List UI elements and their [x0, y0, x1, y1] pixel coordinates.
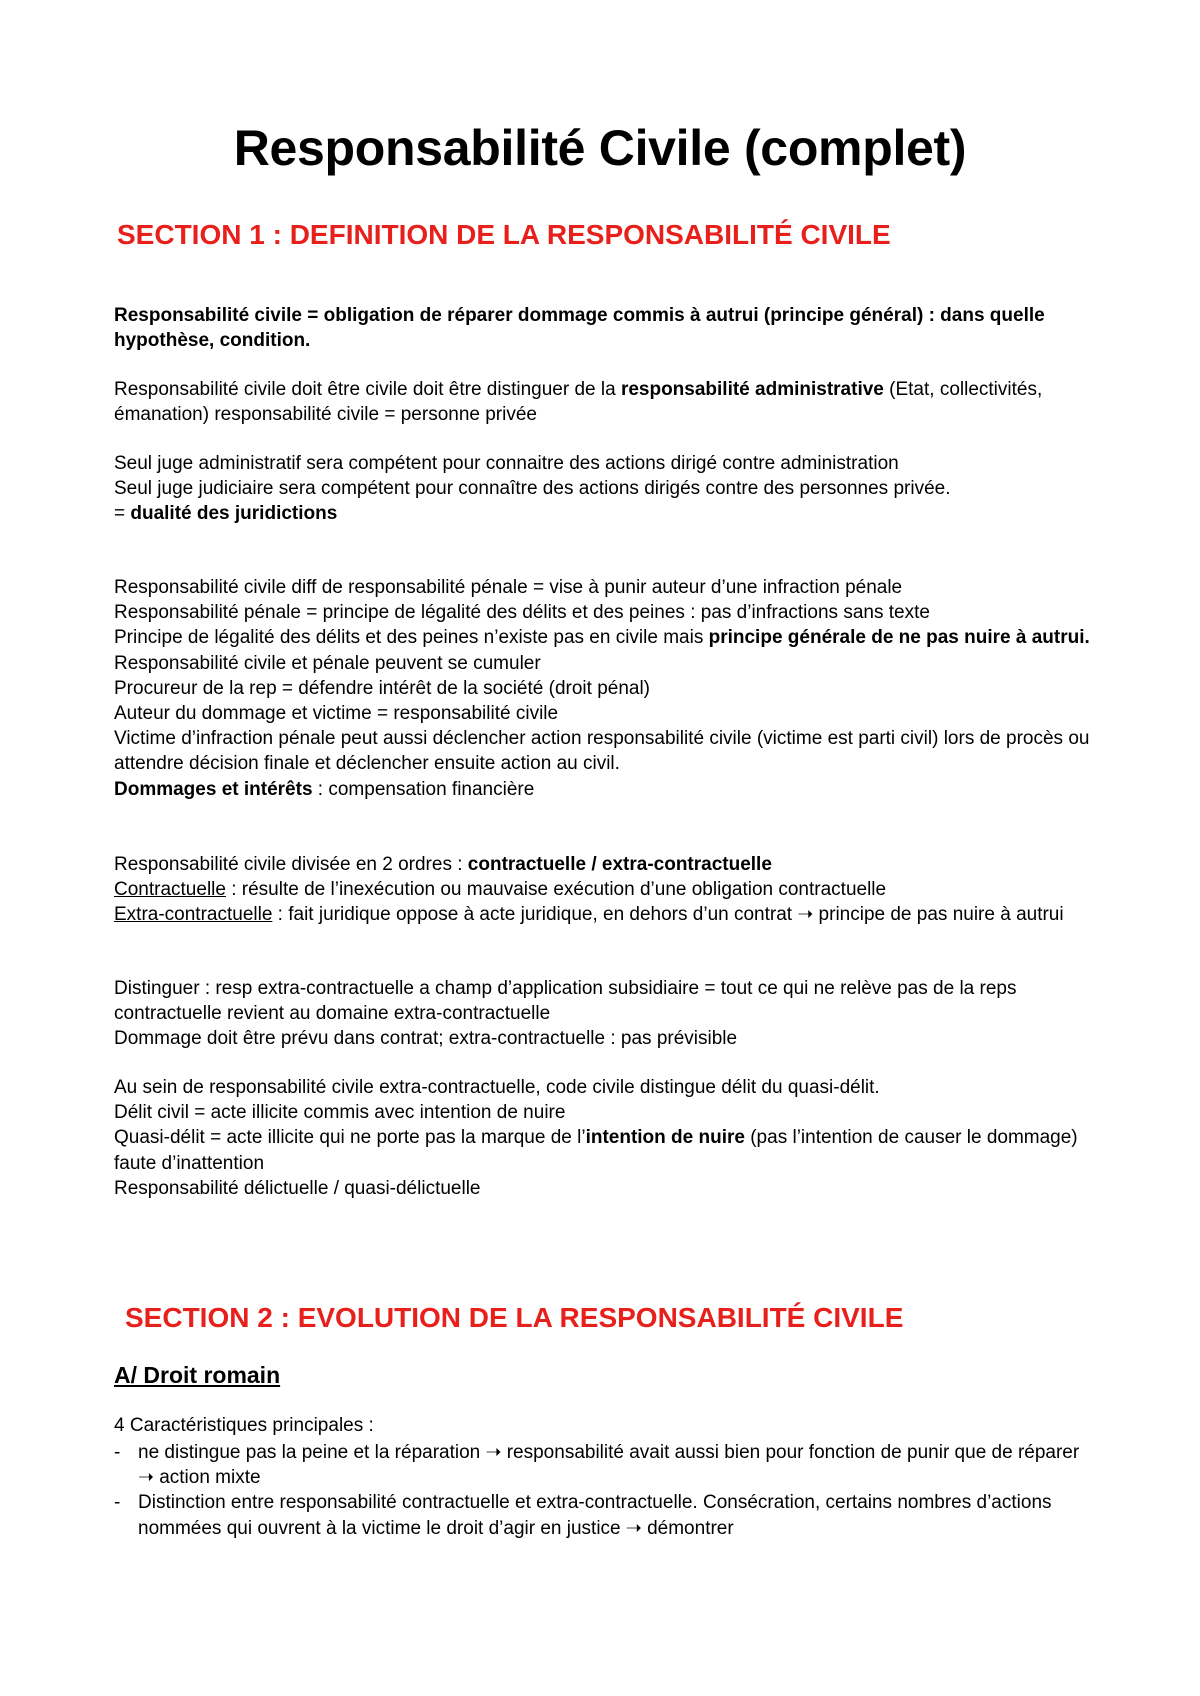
text-line: Au sein de responsabilité civile extra-contractuelle, code civile distingue délit du quasi-délit. [114, 1077, 880, 1098]
text-line [114, 501, 1094, 526]
text-run: = [114, 503, 131, 525]
section-1-paragraph-penale [114, 575, 1094, 802]
text-line: Responsabilité pénale = principe de légalité des délits et des peines : pas d’infractions sans texte [114, 602, 930, 624]
text-line: Dommage doit être prévu dans contrat; extra-contractuelle : pas prévisible [114, 1028, 738, 1050]
text-line [114, 777, 1094, 802]
section-1-paragraph-quasi-delit [114, 1075, 1094, 1201]
list-item [114, 1490, 1094, 1540]
text-line: Seul juge judiciaire sera compétent pour connaître des actions dirigés contre des personnes privée. [114, 478, 951, 500]
subsection-droit-romain: A/ Droit romain [114, 1362, 281, 1388]
section-2-heading: SECTION 2 : EVOLUTION DE LA RESPONSABILITÉ CIVILE [125, 1302, 904, 1333]
text-run: Principe de légalité des délits et des peines n’existe pas en civile mais [114, 627, 709, 649]
text-line: Procureur de la rep = défendre intérêt de la société (droit pénal) [114, 677, 651, 699]
bold-term: dualité des juridictions [130, 503, 338, 525]
text-line: Seul juge administratif sera compétent pour connaitre des actions dirigé contre administration [114, 453, 899, 474]
dash-bullet: - [114, 1442, 121, 1463]
section-2-intro: 4 Caractéristiques principales : [114, 1415, 374, 1436]
underlined-term: Extra-contractuelle [114, 904, 273, 926]
text-run: : fait juridique oppose à acte juridique, en dehors d’un contrat ➝ principe de pas nuire à autrui [272, 904, 1064, 926]
bold-term: contractuelle / extra-contractuelle [467, 854, 772, 875]
text-line [114, 1125, 1094, 1175]
text-line: Victime d’infraction pénale peut aussi déclencher action responsabilité civile (victime est parti civil) lors de procès ou attendre décision finale et déclencher ensuite action au civil. [114, 728, 1090, 775]
text-line [114, 625, 1094, 650]
text-run: : résulte de l’inexécution ou mauvaise exécution d’une obligation contractuelle [225, 879, 887, 901]
text-line: Responsabilité délictuelle / quasi-délictuelle [114, 1177, 481, 1199]
text-run: (Etat, collectivités, émanation) responsabilité civile = personne privée [114, 379, 1043, 426]
text-line [114, 852, 1094, 877]
list-item-text: ne distingue pas la peine et la réparation ➝ responsabilité avait aussi bien pour fonction de punir que de réparer ➝ action mixte [138, 1442, 1080, 1489]
text-line: Délit civil = acte illicite commis avec intention de nuire [114, 1102, 566, 1124]
text-line: Responsabilité civile diff de responsabilité pénale = vise à punir auteur d’une infraction pénale [114, 577, 903, 598]
section-1-paragraph-ordres [114, 852, 1094, 928]
text-line: Responsabilité civile et pénale peuvent se cumuler [114, 652, 541, 674]
text-run: Responsabilité civile divisée en 2 ordres : [114, 854, 468, 875]
text-line: Distinguer : resp extra-contractuelle a champ d’application subsidiaire = tout ce qui ne relève pas de la reps contractuelle revient au domaine extra-contractuelle [114, 978, 1017, 1025]
dash-bullet: - [114, 1492, 121, 1514]
text-line: Auteur du dommage et victime = responsabilité civile [114, 703, 559, 725]
bold-term: responsabilité administrative [620, 379, 884, 400]
document-title: Responsabilité Civile (complet) [233, 120, 967, 176]
characteristics-list [114, 1440, 1094, 1541]
text-run: Quasi-délit = acte illicite qui ne porte pas la marque de l’ [114, 1127, 586, 1149]
text-run: (pas l’intention de causer le dommage) faute d’inattention [114, 1127, 1078, 1174]
section-1-heading: SECTION 1 : DEFINITION DE LA RESPONSABILITÉ CIVILE [117, 219, 891, 250]
list-item [114, 1440, 1094, 1490]
section-1-definition: Responsabilité civile = obligation de réparer dommage commis à autrui (principe général) : dans quelle hypothèse, condition. [114, 305, 1045, 352]
text-run: : compensation financière [312, 778, 535, 800]
text-line [114, 902, 1094, 927]
bold-term: principe générale de ne pas nuire à autrui. [708, 627, 1090, 649]
bold-term: intention de nuire [585, 1127, 745, 1149]
section-1-paragraph-juridictions [114, 451, 1094, 527]
underlined-term: Contractuelle [114, 879, 226, 901]
text-line [114, 877, 1094, 902]
list-item-text: Distinction entre responsabilité contractuelle et extra-contractuelle. Consécration, certains nombres d’actions nommées qui ouvrent à la victime le droit d’agir en justice ➝ démontrer [138, 1492, 1052, 1539]
section-1-paragraph-distinguer [114, 976, 1094, 1052]
section-1-paragraph-administrative [114, 377, 1094, 427]
text-run: Responsabilité civile doit être civile doit être distinguer de la [114, 379, 621, 400]
bold-term: Dommages et intérêts [114, 778, 313, 800]
